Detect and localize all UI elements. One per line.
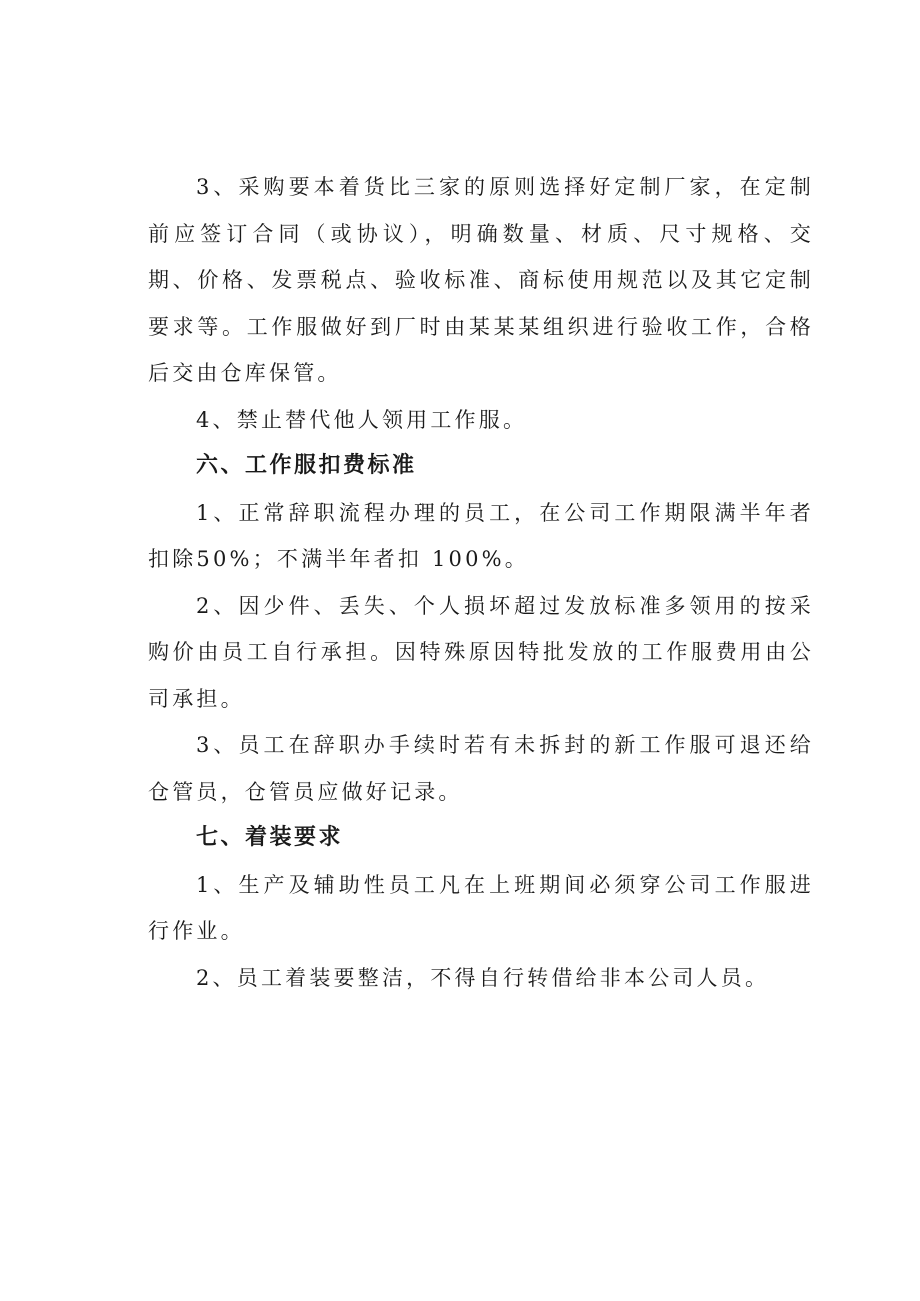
section-heading-deduction-standard: 六、工作服扣费标准 <box>196 453 417 478</box>
document-body <box>148 164 814 1001</box>
paragraph-resignation-deduction: 1、正常辞职流程办理的员工，在公司工作期限满半年者扣除50%；不满半年者扣 100%。 <box>148 500 814 571</box>
paragraph-neat-attire: 2、员工着装要整洁，不得自行转借给非本公司人员。 <box>196 965 770 990</box>
paragraph-purchase-rules: 3、采购要本着货比三家的原则选择好定制厂家，在定制前应签订合同（或协议），明确数量、材质、尺寸规格、交期、价格、发票税点、验收标准、商标使用规范以及其它定制要求等。工作服做好到厂时由某某某组织进行验收工作，合格后交由仓库保管。 <box>148 175 814 385</box>
paragraph-loss-damage: 2、因少件、丢失、个人损坏超过发放标准多领用的按采购价由员工自行承担。因特殊原因特批发放的工作服费用由公司承担。 <box>148 593 814 711</box>
paragraph-no-proxy-collection: 4、禁止替代他人领用工作服。 <box>196 407 528 432</box>
section-heading-dress-requirements: 七、着装要求 <box>196 825 344 850</box>
paragraph-return-unopened: 3、员工在辞职办手续时若有未拆封的新工作服可退还给仓管员，仓管员应做好记录。 <box>148 733 814 804</box>
paragraph-wear-uniform: 1、生产及辅助性员工凡在上班期间必须穿公司工作服进行作业。 <box>148 872 814 943</box>
